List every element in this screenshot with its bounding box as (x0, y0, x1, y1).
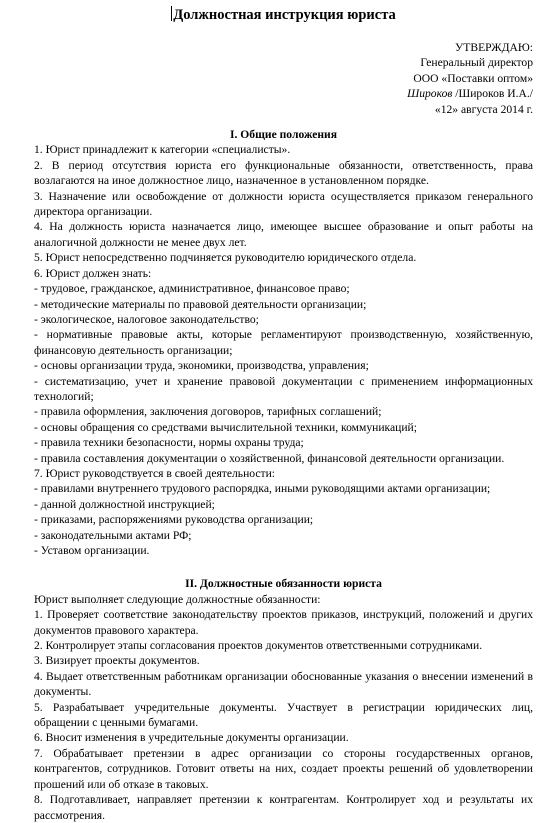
list-item: - данной должностной инструкцией; (34, 497, 215, 511)
paragraph: 3. Назначение или освобождение от должности юриста осуществляется приказом генерального директора организации. (34, 189, 533, 219)
document-title-text: Должностная инструкция юриста (173, 7, 396, 23)
paragraph: 3. Визирует проекты документов. (34, 654, 200, 668)
list-item: - методические материалы по правовой деятельности организации; (34, 297, 367, 311)
paragraph: 6. Вносит изменения в учредительные документы организации. (34, 731, 349, 745)
paragraph: 4. Выдает ответственным работникам организации обоснованные указания о внесении изменений в документы. (34, 669, 533, 699)
paragraph: 8. Подготавливает, направляет претензии к контрагентам. Контролирует ход и результаты их рассмотрения. (34, 793, 533, 822)
paragraph: 2. Контролирует этапы согласования проектов документов ответственными сотрудниками. (34, 639, 483, 653)
signature: Широков (407, 87, 453, 101)
approval-name: /Широков И.А./ (452, 87, 533, 101)
list-item: - систематизацию, учет и хранение правовой документации с применением информационных технологий; (34, 374, 533, 403)
section-1-title: I. Общие положения (229, 128, 337, 142)
paragraph: 7. Юрист руководствуется в своей деятельности: (34, 466, 276, 480)
paragraph: 1. Юрист принадлежит к категории «специалисты». (34, 143, 291, 157)
paragraph: 5. Разрабатывает учредительные документы. Участвует в регистрации юридических лиц, обращении с ценными бумагами. (34, 700, 533, 730)
section-2-title: II. Должностные обязанности юриста (185, 577, 382, 591)
paragraph: 6. Юрист должен знать: (34, 266, 152, 280)
section-2-body (34, 592, 533, 823)
paragraph: 5. Юрист непосредственно подчиняется руководителю юридического отдела. (34, 251, 417, 265)
approval-signature-line (34, 86, 533, 101)
approval-block (34, 40, 533, 117)
approval-company: ООО «Поставки оптом» (413, 71, 533, 85)
paragraph: 7. Обрабатывает претензии в адрес организации со стороны государственных органов, контрагентов, сотрудников. Готовит ответы на них, создает проекты решений об удовлетворении прошений или об отказе в таковых. (34, 746, 533, 791)
document-title (34, 6, 533, 24)
list-item: - экологическое, налоговое законодательство; (34, 312, 259, 326)
section-1-body (34, 142, 533, 558)
approval-position: Генеральный директор (420, 56, 533, 70)
list-item: - правила составления документации о хозяйственной, финансовой деятельности организации. (34, 451, 505, 465)
spacer (34, 558, 533, 570)
list-item: - законодательными актами РФ; (34, 528, 192, 542)
paragraph: Юрист выполняет следующие должностные обязанности: (34, 592, 321, 606)
list-item: - основы организации труда, экономики, производства, управления; (34, 359, 369, 373)
approval-heading: УТВЕРЖДАЮ: (455, 41, 533, 54)
approval-date: «12» августа 2014 г. (434, 102, 533, 116)
list-item: - Уставом организации. (34, 544, 150, 557)
paragraph: 1. Проверяет соответствие законодательству проектов приказов, инструкций, положений и других документов правового характера. (34, 608, 533, 637)
list-item: - основы обращения со средствами вычислительной техники, коммуникаций; (34, 420, 417, 434)
list-item: - правилами внутреннего трудового распорядка, иными руководящими актами организации; (34, 482, 491, 496)
list-item: - приказами, распоряжениями руководства организации; (34, 513, 314, 527)
list-item: - нормативные правовые акты, которые регламентируют производственную, хозяйственную, финансовую деятельность организации; (34, 328, 533, 357)
paragraph: 4. На должность юриста назначается лицо, имеющее высшее образование и опыт работы на аналогичной должности не менее двух лет. (34, 220, 533, 249)
paragraph: 2. В период отсутствия юриста его функциональные обязанности, ответственность, права возлагаются на иное должностное лицо, назначенное в установленном порядке. (34, 158, 533, 188)
list-item: - правила оформления, заключения договоров, тарифных соглашений; (34, 405, 382, 419)
list-item: - трудовое, гражданское, административное, финансовое право; (34, 282, 350, 296)
list-item: - правила техники безопасности, нормы охраны труда; (34, 436, 304, 450)
